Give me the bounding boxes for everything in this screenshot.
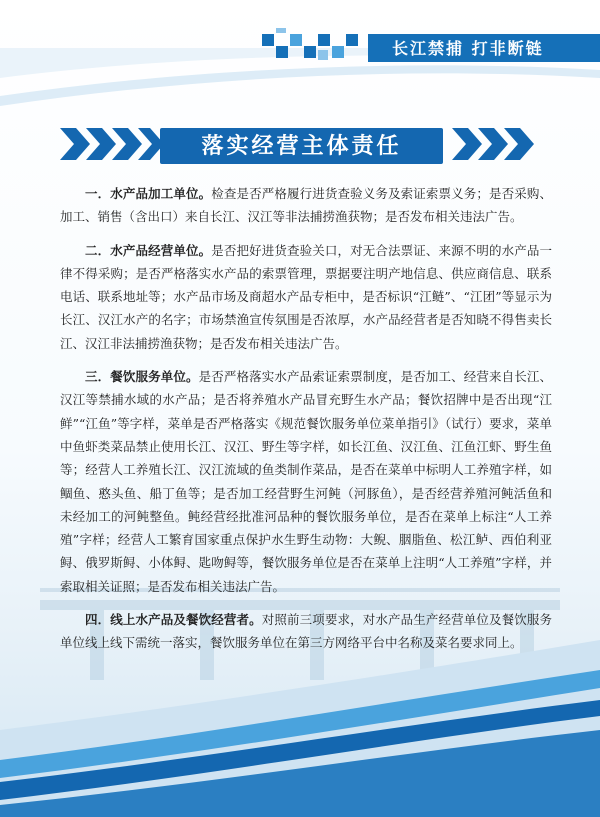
mosaic-decoration: [262, 28, 368, 62]
section-1: [60, 182, 552, 229]
section-text: 是否严格落实水产品索证索票制度，是否加工、经营来自长江、汉江等禁捕水域的水产品；是否将养殖水产品冒充野生水产品；餐饮招牌中是否出现“江鲜”“江鱼”等字样，菜单是否严格落实《规范餐饮服务单位菜单指引》（试行）要求，菜单中鱼虾类菜品禁止使用长江、汉江、野生等字样，如长江鱼、汉江鱼、江鱼江虾、野生鱼等；经营人工养殖长江、汉江流域的鱼类制作菜品，是否在菜单中标明人工养殖字样，如鲴鱼、憨头鱼、船丁鱼等；是否加工经营野生河鲀（河豚鱼），是否经营养殖河鲀活鱼和未经加工的河鲀整鱼。鲀经营经批准河品种的餐饮服务单位，是否在菜单上标注“人工养殖”字样；经营人工繁育国家重点保护水生野生动物：大鲵、胭脂鱼、松江鲈、西伯利亚鲟、俄罗斯鲟、小体鲟、匙吻鲟等，餐饮服务单位是否在菜单上注明“人工养殖”字样，并索取相关证照；是否发布相关违法广告。: [60, 369, 552, 594]
page-title: 落实经营主体责任: [201, 133, 402, 159]
section-heading: 四．线上水产品及餐饮经营者。: [85, 612, 262, 628]
section-3: [60, 365, 552, 598]
section-heading: 二．水产品经营单位。: [85, 242, 212, 258]
section-text: 是否把好进货查验关口，对无合法票证、来源不明的水产品一律不得采购；是否严格落实水产品的索票管理，票据要注明产地信息、供应商信息、联系电话、联系地址等；水产品市场及商超水产品专柜中，是否标识“江鲢”、“江团”等显示为长江、汉江水产的名字；市场禁渔宣传氛围是否浓厚，水产品经营者是否知晓不得售卖长江、汉江非法捕捞渔获物；是否发布相关违法广告。: [60, 242, 552, 351]
section-text: 对照前三项要求，对水产品生产经营单位及餐饮服务单位线上线下需统一落实，餐饮服务单位在第三方网络平台中名称及菜名要求同上。: [60, 612, 552, 651]
section-heading: 三．餐饮服务单位。: [85, 369, 199, 385]
section-4: [60, 608, 552, 655]
section-2: [60, 239, 552, 355]
section-heading: 一．水产品加工单位。: [85, 186, 212, 201]
header-slogan: 长江禁捕 打非断链: [392, 39, 544, 58]
section-text: 检查是否严格履行进货查验义务及索证索票义务；是否采购、加工、销售（含出口）来自长江、汉江等非法捕捞渔获物；是否发布相关违法广告。: [60, 186, 552, 225]
content-body: [60, 182, 552, 665]
